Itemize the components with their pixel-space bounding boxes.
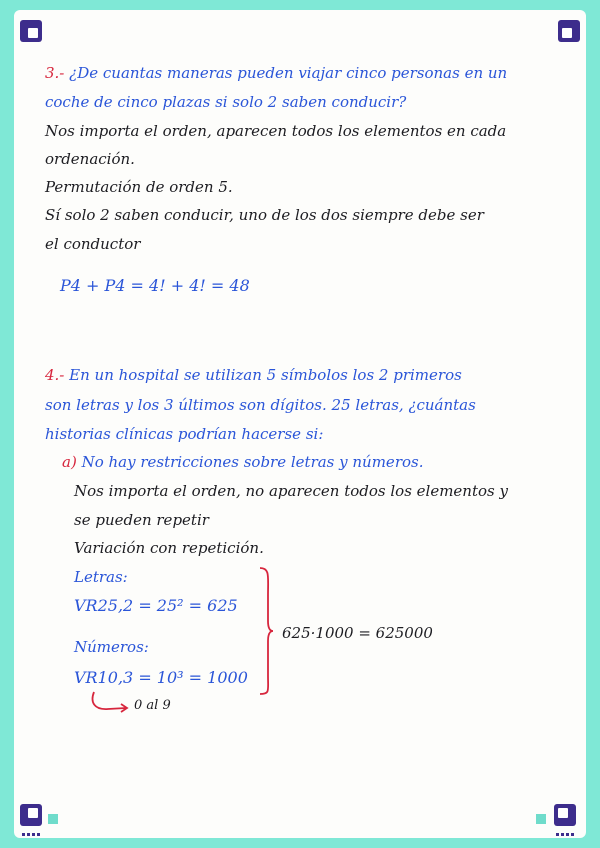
problem4-number: 4.- [45,366,65,384]
corner-square-icon [536,814,546,824]
result-formula: 625·1000 = 625000 [282,624,433,642]
page-dash-icon [556,833,574,836]
corner-mark-icon [558,20,580,42]
arrow-icon [88,690,134,716]
problem4-line-a1: Nos importa el orden, no aparecen todos los elementos y [74,482,508,500]
corner-mark-icon [20,20,42,42]
problem3-line6: Sí solo 2 saben conducir, uno de los dos siempre debe ser [45,206,484,224]
problem4-question-line1 [45,366,462,384]
corner-mark-icon [554,804,576,826]
part-a-text: No hay restricciones sobre letras y números. [81,453,424,471]
problem4-question-line2: son letras y los 3 últimos son dígitos. 25 letras, ¿cuántas [45,396,476,414]
problem3-question-line2: coche de cinco plazas si solo 2 saben conducir? [45,93,407,111]
numbers-formula: VR10,3 = 10³ = 1000 [74,668,248,687]
corner-square-icon [48,814,58,824]
brace-icon [258,566,274,696]
letters-label: Letras: [74,568,128,586]
problem3-line4: ordenación. [45,150,135,168]
corner-mark-icon [20,804,42,826]
problem4-question-line3: historias clínicas podrían hacerse si: [45,425,324,443]
problem3-question-text: ¿De cuantas maneras pueden viajar cinco personas en un [69,64,508,82]
page-dash-icon [22,833,40,836]
digits-note: 0 al 9 [134,698,171,713]
problem4-line-a2: se pueden repetir [74,511,209,529]
problem3-question-line1 [45,64,507,82]
letters-formula: VR25,2 = 25² = 625 [74,596,238,615]
problem3-line5: Permutación de orden 5. [45,178,233,196]
problem3-formula: P4 + P4 = 4! + 4! = 48 [60,276,250,295]
part-a-label: a) [62,453,77,471]
problem4-question-text: En un hospital se utilizan 5 símbolos los 2 primeros [69,366,462,384]
problem3-line7: el conductor [45,235,141,253]
numbers-label: Números: [74,638,149,656]
problem4-part-a [62,453,423,471]
problem3-number: 3.- [45,64,65,82]
problem3-line3: Nos importa el orden, aparecen todos los elementos en cada [45,122,507,140]
problem4-line-a3: Variación con repetición. [74,539,264,557]
